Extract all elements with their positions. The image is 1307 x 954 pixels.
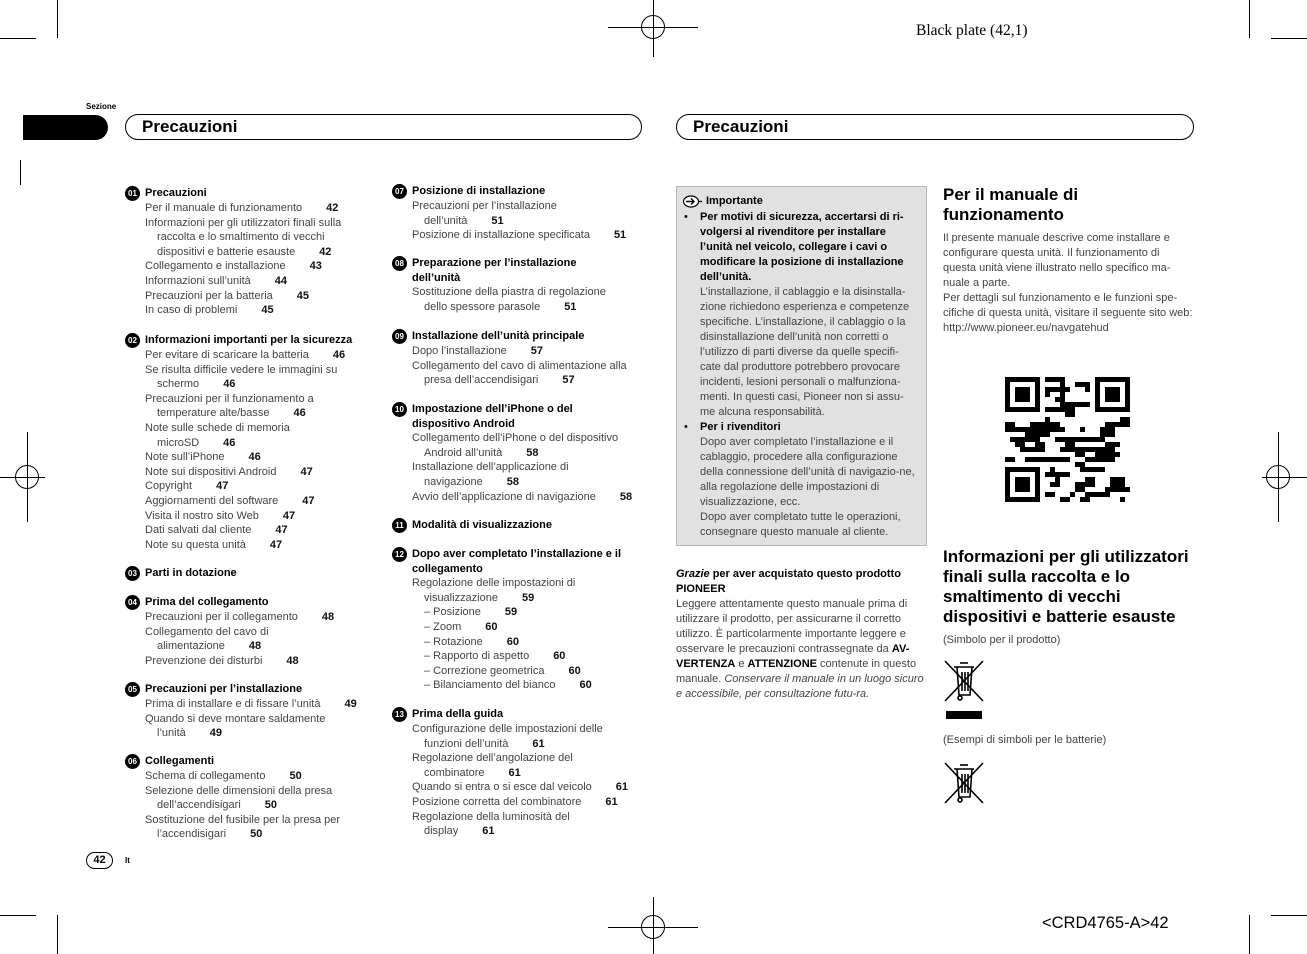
language-code: It [125, 856, 130, 865]
toc-entry-text: Selezione delle dimensioni della presa [145, 784, 333, 797]
toc-section [395, 518, 657, 533]
toc-entry[interactable] [412, 810, 657, 839]
toc-page-number: 60 [553, 650, 566, 663]
toc-entry-text: Quando si entra o si esce dal veicolo [412, 781, 592, 794]
toc-entry-continuation: presa dell’accendisigari 57 [424, 374, 575, 387]
toc-entry-text: In caso di problemi [145, 304, 238, 317]
section-tab [23, 115, 108, 140]
toc-entry[interactable] [412, 576, 657, 605]
toc-entry-text: Avvio dell’applicazione di navigazione [412, 490, 596, 503]
toc-page-number: 46 [248, 451, 261, 464]
toc-entry-text: Aggiornamenti del software [145, 494, 279, 507]
toc-page-number: 57 [562, 374, 575, 387]
registration-mark [0, 477, 45, 478]
toc-entry-text: – Posizione [424, 606, 481, 619]
toc-entry-text: Precauzioni per il funzionamento a [145, 392, 314, 405]
toc-entry-text: Note sull’iPhone [145, 451, 225, 464]
toc-section-heading[interactable] [128, 595, 370, 610]
toc-page-number: 46 [332, 349, 346, 361]
bullet-text: Dopo aver completato tutte le operazioni, consegnare questo manuale al cliente. [700, 511, 901, 538]
section-title: Posizione di installazione [412, 185, 546, 197]
toc-section [128, 595, 370, 668]
registration-mark [653, 0, 654, 57]
toc-entry[interactable] [145, 523, 370, 538]
important-label: Importante [706, 195, 763, 207]
section-number-badge: 11 [392, 518, 407, 533]
toc-page-number: 44 [274, 274, 288, 287]
section-number-badge: 01 [125, 186, 140, 201]
toc-entry[interactable] [412, 722, 657, 751]
section-title: Dopo aver completato l’installazione e il collegamento [412, 548, 622, 575]
section-title: Precauzioni [145, 187, 207, 199]
thanks-brand: PIONEER [676, 583, 726, 595]
toc-page-number: 46 [293, 407, 306, 420]
toc-entry-text: Note sulle schede di memoria [145, 421, 290, 434]
warning-hand-icon [683, 195, 703, 208]
toc-page-number: 48 [321, 611, 335, 623]
toc-entry[interactable] [145, 392, 370, 421]
toc-entry[interactable] [412, 664, 657, 679]
toc-section [395, 329, 657, 388]
toc-entry[interactable] [412, 431, 657, 460]
toc-entry-continuation: Android all’unità 58 [424, 446, 539, 459]
toc-page-number: 45 [261, 304, 274, 317]
toc-page-number: 61 [605, 795, 618, 808]
crop-mark [1271, 38, 1307, 39]
edge-mark [20, 160, 21, 185]
toc-section [395, 707, 657, 839]
section-number-badge: 09 [392, 329, 407, 344]
toc-entry[interactable] [412, 228, 657, 243]
toc-page-number: 49 [344, 698, 357, 710]
toc-entry-text: Informazioni per gli utilizzatori finali sulla [145, 216, 342, 229]
thanks-text: Leggere attentamente questo manuale prima di utilizzare il prodotto, per assicurarne il corretto utilizzo. È particolarmente importante leggere e osservare le precauzioni contrassegnate da [676, 598, 908, 655]
toc-page-number: 58 [506, 475, 519, 488]
toc-entry-text: Collegamento del cavo di [145, 625, 269, 638]
section-number-badge: 12 [392, 547, 407, 562]
toc-entry-continuation: l’unità 49 [157, 727, 222, 740]
toc-section-heading[interactable] [128, 333, 370, 348]
section-number-badge: 04 [125, 595, 140, 610]
toc-page-number: 60 [485, 620, 498, 633]
crop-mark [1249, 0, 1250, 38]
important-title [683, 194, 918, 209]
section-title: Installazione dell’unità principale [412, 330, 585, 342]
toc-entry[interactable] [145, 363, 370, 392]
toc-entry-continuation: navigazione 58 [424, 475, 519, 488]
toc-entry-text: Precauzioni per la batteria [145, 289, 273, 302]
toc-entry[interactable] [145, 784, 370, 813]
toc-entry[interactable] [412, 460, 657, 489]
toc-entry[interactable] [412, 344, 657, 359]
manual-paragraph [943, 231, 1193, 336]
toc-entry[interactable] [145, 421, 370, 450]
toc-section-heading[interactable] [128, 754, 370, 769]
toc-entry-continuation: funzioni dell’unità 61 [424, 737, 545, 750]
registration-mark [1278, 432, 1279, 522]
section-title: Preparazione per l’installazione dell’unità [412, 257, 577, 284]
crop-mark [0, 38, 36, 39]
toc-entry-text: – Rapporto di aspetto [424, 650, 530, 663]
bullet-text: Dopo aver completato l’installazione e il cablaggio, procedere alla configurazione della connessione dell’unità di navigazio-ne, alla regolazione delle impostazioni di visualizzazione, ecc. [700, 436, 915, 508]
toc-entry-continuation: combinatore 61 [424, 766, 521, 779]
section-number-badge: 10 [392, 402, 407, 417]
crop-mark [1249, 915, 1250, 954]
bullet-bold-text: Per motivi di sicurezza, accertarsi di ri-volgersi al rivenditore per installare l’unità nel veicolo, collegare i cavi o modificare la posizione di installazione dell’unità. [700, 211, 904, 283]
toc-entry[interactable] [145, 610, 370, 625]
toc-section [128, 566, 370, 581]
thanks-grazie: Grazie [676, 568, 710, 580]
toc-section-heading[interactable] [395, 184, 657, 199]
toc-page-number: 61 [482, 825, 495, 838]
toc-page-number: 46 [223, 436, 236, 449]
toc-entry-text: – Rotazione [424, 635, 483, 648]
toc-section [395, 184, 657, 243]
manual-heading: Per il manuale di funzionamento [943, 185, 1079, 224]
toc-page-number: 47 [269, 538, 283, 551]
toc-entry[interactable] [145, 654, 370, 669]
section-title: Parti in dotazione [145, 567, 237, 579]
toc-entry-text: Collegamento e installazione [145, 260, 286, 273]
toc-entry[interactable] [145, 201, 370, 216]
toc-page-number: 61 [532, 737, 545, 750]
toc-page-number: 60 [568, 664, 581, 677]
wheelie-bin-crossed-icon [943, 657, 985, 720]
toc-entry-text: Schema di collegamento [145, 770, 266, 782]
toc-entry[interactable] [145, 509, 370, 524]
document-code: <CRD4765-A>42 [1042, 914, 1169, 932]
bullet-bold-text: Per i rivenditori [700, 421, 781, 433]
toc-entry-text: Dopo l’installazione [412, 345, 507, 357]
toc-entry[interactable] [145, 348, 370, 363]
thanks-text-2: contenute in questo manuale. [676, 658, 917, 685]
toc-section [128, 754, 370, 842]
toc-entry-continuation: dell’unità 51 [424, 214, 504, 227]
toc-section-heading[interactable] [395, 402, 657, 431]
toc-entry-text: Note sui dispositivi Android [145, 465, 277, 478]
page-number: 42 [86, 852, 113, 869]
toc-entry[interactable] [145, 289, 370, 304]
toc-entry-text: – Correzione geometrica [424, 664, 545, 677]
right-section-title: Precauzioni [676, 114, 1194, 140]
toc-page-number: 50 [250, 828, 263, 841]
toc-entry-text: Prevenzione dei disturbi [145, 654, 263, 667]
toc-section-heading[interactable] [128, 682, 370, 697]
toc-section [128, 682, 370, 741]
toc-page-number: 42 [319, 245, 332, 258]
toc-section [395, 402, 657, 504]
battery-caption: (Esempi di simboli per le batterie) [943, 734, 1107, 746]
section-number-badge: 02 [125, 333, 140, 348]
toc-section [395, 256, 657, 314]
toc-entry[interactable] [145, 813, 370, 842]
toc-entry[interactable] [145, 450, 370, 465]
toc-entry-text: Precauzioni per il collegamento [145, 611, 298, 623]
toc-entry-text: Informazioni sull’unità [145, 274, 251, 287]
toc-entry[interactable] [145, 479, 370, 494]
toc-entry-continuation: raccolta e lo smaltimento di vecchi [157, 231, 325, 244]
toc-entry-text: Sostituzione della piastra di regolazione [412, 286, 606, 299]
toc-entry[interactable] [412, 605, 657, 620]
toc-entry[interactable] [145, 538, 370, 553]
section-number-badge: 08 [392, 256, 407, 271]
toc-entry-text: Posizione di installazione specificata [412, 229, 590, 242]
toc-entry-text: Collegamento dell’iPhone o del dispositivo [412, 432, 619, 445]
toc-page-number: 58 [619, 490, 633, 503]
toc-entry-text: Sostituzione del fusibile per la presa per [145, 813, 341, 826]
thanks-rest: per aver acquistato questo prodotto [709, 568, 901, 580]
toc-entry-text: Configurazione delle impostazioni delle [412, 723, 603, 735]
toc-entry-text: Note su questa unità [145, 538, 246, 551]
toc-section-heading[interactable] [128, 566, 370, 581]
toc-entry-continuation: microSD 46 [157, 436, 236, 449]
section-title: Precauzioni per l’installazione [145, 683, 303, 695]
toc-entry[interactable] [412, 620, 657, 635]
toc-entry-text: Copyright [145, 480, 193, 493]
toc-entry-text: Visita il nostro sito Web [145, 509, 259, 522]
toc-section [128, 333, 370, 552]
section-title: Modalità di visualizzazione [412, 519, 552, 531]
toc-entry[interactable] [145, 274, 370, 289]
toc-entry[interactable] [145, 494, 370, 509]
toc-page-number: 50 [264, 799, 278, 812]
toc-entry-text: – Zoom [424, 620, 462, 633]
toc-entry[interactable] [412, 649, 657, 664]
toc-entry[interactable] [145, 625, 370, 654]
toc-page-number: 47 [302, 494, 315, 507]
toc-page-number: 47 [282, 509, 296, 522]
toc-page-number: 42 [326, 202, 339, 214]
toc-entry[interactable] [145, 259, 370, 274]
toc-entry[interactable] [412, 635, 657, 650]
toc-page-number: 45 [296, 289, 310, 302]
toc-entry-text: Per evitare di scaricare la batteria [145, 349, 309, 361]
toc-page-number: 58 [526, 446, 539, 459]
toc-page-number: 59 [521, 591, 535, 604]
registration-mark [27, 432, 28, 522]
toc-entry-text: Quando si deve montare saldamente [145, 712, 326, 725]
toc-page-number: 51 [564, 300, 577, 313]
toc-entry[interactable] [145, 465, 370, 480]
toc-entry[interactable] [412, 359, 657, 388]
crop-mark [0, 915, 36, 916]
toc-entry[interactable] [412, 199, 657, 228]
toc-entry-text: Posizione corretta del combinatore [412, 795, 582, 808]
section-title: Informazioni importanti per la sicurezza [145, 334, 353, 346]
toc-section [395, 547, 657, 693]
toc-section-heading[interactable] [395, 707, 657, 722]
disposal-heading: Informazioni per gli utilizzatori finali sulla raccolta e lo smaltimento di vecchi dispositivi e batterie esauste [943, 547, 1189, 626]
section-number-badge: 05 [125, 682, 140, 697]
toc-section-heading[interactable] [395, 518, 657, 533]
toc-section-heading[interactable] [128, 186, 370, 201]
toc-section [128, 186, 370, 318]
thanks-paragraph [676, 567, 927, 702]
toc-page-number: 48 [286, 654, 299, 667]
toc-entry[interactable] [412, 780, 657, 795]
manual-text: Il presente manuale descrive come installare e configurare questa unità. Il funzionamento di questa unità viene illustrato nello specifico ma-nuale a parte. [943, 232, 1171, 289]
registration-mark [1262, 477, 1307, 478]
toc-page-number: 47 [300, 465, 313, 478]
toc-entry-continuation: visualizzazione 59 [424, 591, 535, 604]
plate-label: Black plate (42,1) [916, 22, 1028, 39]
product-caption: (Simbolo per il prodotto) [943, 634, 1061, 646]
toc-page-number: 48 [248, 640, 262, 653]
toc-page-number: 61 [508, 766, 521, 779]
toc-page-number: 50 [289, 770, 302, 782]
toc-page-number: 51 [613, 229, 627, 242]
crop-mark [1271, 915, 1307, 916]
toc-entry-text: Regolazione delle impostazioni di [412, 577, 576, 590]
thanks-and: e [735, 658, 748, 670]
toc-page-number: 61 [615, 781, 629, 794]
toc-entry-text: Collegamento del cavo di alimentazione alla [412, 359, 627, 372]
toc-entry[interactable] [145, 769, 370, 784]
section-title: Prima del collegamento [145, 596, 269, 608]
toc-section-heading[interactable] [395, 547, 657, 576]
toc-entry-text: Dati salvati dal cliente [145, 524, 252, 537]
thanks-warning: AV-VERTENZA [676, 643, 910, 670]
toc-entry-continuation: schermo 46 [157, 378, 236, 391]
toc-entry[interactable] [412, 795, 657, 810]
toc-page-number: 59 [504, 606, 518, 619]
toc-entry[interactable] [412, 751, 657, 780]
section-number-badge: 07 [392, 184, 407, 199]
toc-entry[interactable] [145, 697, 370, 712]
toc-entry[interactable] [145, 712, 370, 741]
toc-entry-continuation: dell’accendisigari 50 [157, 799, 278, 812]
section-title: Collegamenti [145, 755, 215, 767]
toc-page-number: 60 [506, 635, 519, 648]
section-title: Prima della guida [412, 708, 504, 720]
toc-entry-text: – Bilanciamento del bianco [424, 679, 556, 692]
important-bullet [683, 420, 918, 540]
toc-entry[interactable] [145, 303, 370, 318]
qr-code [1005, 377, 1130, 502]
crop-mark [57, 0, 58, 38]
toc-entry-continuation: display 61 [424, 825, 495, 838]
toc-entry-text: Precauzioni per l’installazione [412, 200, 557, 212]
thanks-italic: Conservare il manuale in un luogo sicuro e accessibile, per consultazione futu-ra. [676, 673, 924, 700]
manual-text-2: Per dettagli sul funzionamento e le funzioni spe-cifiche di questa unità, visitare il seguente sito web: [943, 292, 1193, 319]
left-section-title: Precauzioni [125, 114, 642, 140]
bullet-text: L’installazione, il cablaggio e la disinstalla-zione richiedono esperienza e competenze specifiche. L’installazione, il cablaggio o la disinstallazione dell’unità non corretti o l’utilizzo di parti diverse da quelle specifi-cate dal produttore potrebbero provocare incidenti, lesioni personali o malfunziona-menti. In questi casi, Pioneer non si assu-me alcuna responsabilità. [700, 286, 910, 418]
battery-bin-crossed-icon [943, 759, 985, 805]
toc-page-number: 47 [275, 524, 288, 537]
toc-entry-text: Se risulta difficile vedere le immagini su [145, 363, 338, 376]
toc-page-number: 51 [491, 214, 504, 227]
toc-entry[interactable] [412, 490, 657, 505]
toc-entry-text: Regolazione dell’angolazione del [412, 752, 573, 765]
toc-page-number: 46 [223, 378, 236, 391]
toc-entry-continuation: dispositivi e batterie esauste 42 [157, 245, 332, 258]
manual-url: http://www.pioneer.eu/navgatehud [943, 322, 1109, 334]
toc-entry[interactable] [145, 216, 370, 260]
registration-mark [653, 897, 654, 954]
section-number-badge: 13 [392, 707, 407, 722]
toc-page-number: 47 [216, 480, 229, 493]
toc-section-heading[interactable] [395, 256, 657, 285]
section-number-badge: 06 [125, 754, 140, 769]
toc-page-number: 43 [309, 260, 322, 273]
toc-entry-text: Per il manuale di funzionamento [145, 202, 303, 214]
toc-page-number: 57 [530, 345, 544, 357]
toc-entry-text: Regolazione della luminosità del [412, 810, 570, 823]
important-box [676, 186, 927, 546]
toc-entry-continuation: l’accendisigari 50 [157, 828, 263, 841]
section-label: Sezione [86, 102, 117, 111]
toc-entry[interactable] [412, 285, 657, 314]
section-number-badge: 03 [125, 566, 140, 581]
toc-entry-continuation: temperature alte/basse 46 [157, 407, 306, 420]
toc-page-number: 49 [209, 727, 222, 740]
toc-entry-text: Installazione dell’applicazione di [412, 461, 569, 474]
section-title: Impostazione dell’iPhone o del dispositivo Android [412, 403, 573, 430]
toc-entry[interactable] [412, 678, 657, 693]
toc-entry-continuation: dello spessore parasole 51 [424, 300, 577, 313]
toc-entry-text: Prima di installare e di fissare l’unità [145, 698, 321, 710]
thanks-caution: ATTENZIONE [747, 658, 817, 670]
crop-mark [57, 915, 58, 954]
toc-section-heading[interactable] [395, 329, 657, 344]
toc-page-number: 60 [579, 679, 592, 692]
toc-entry-continuation: alimentazione 48 [157, 640, 262, 653]
important-bullet [683, 210, 918, 420]
